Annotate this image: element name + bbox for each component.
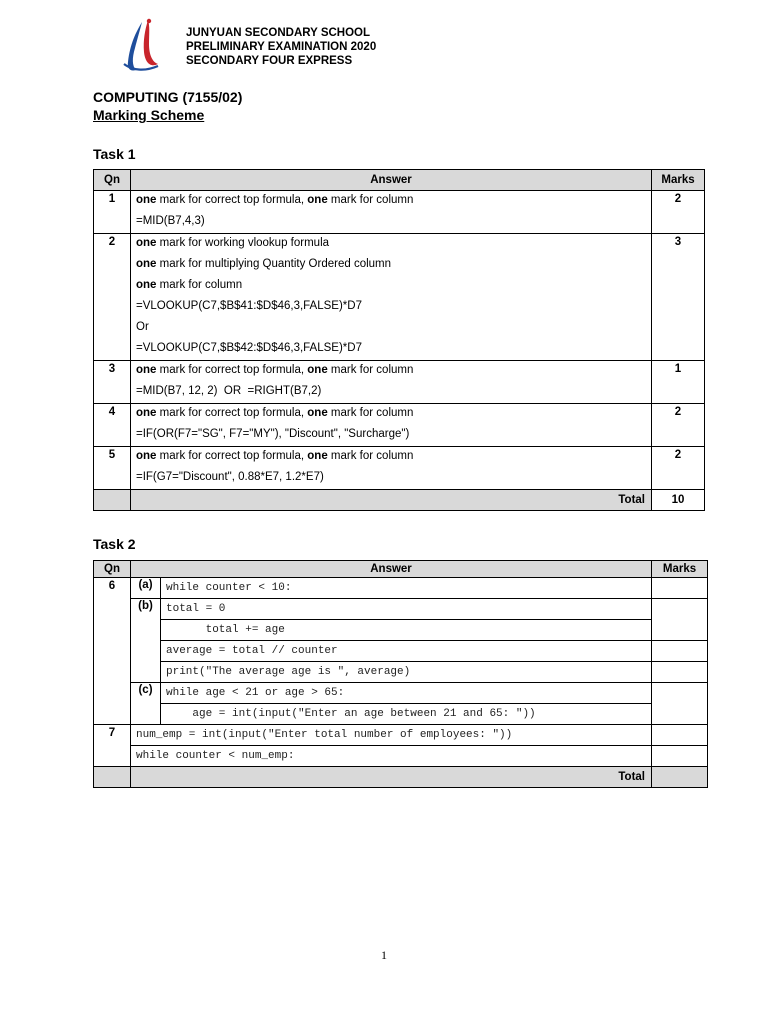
question-number: 2 [94, 234, 131, 361]
level-name: SECONDARY FOUR EXPRESS [186, 55, 353, 67]
answer-cell [131, 404, 652, 447]
task2-header-row [94, 561, 708, 578]
marks-value: 2 [652, 404, 705, 447]
code-line: while age < 21 or age > 65: [161, 683, 652, 704]
question-number: 6 [94, 578, 131, 725]
answer-text: mark for column [327, 407, 414, 419]
code-line: total = 0 [161, 599, 652, 620]
answer-text: =MID(B7, 12, 2) OR =RIGHT(B7,2) [136, 385, 322, 397]
code-line: average = total // counter [161, 641, 652, 662]
table-row [94, 447, 705, 490]
task2-table [93, 560, 708, 788]
bold-keyword: one [136, 364, 157, 376]
table-row [94, 641, 708, 662]
answer-line [136, 234, 651, 255]
table-row [94, 746, 708, 767]
col-qn-header: Qn [94, 170, 131, 191]
col-marks-header: Marks [652, 561, 708, 578]
marks-cell [652, 725, 708, 746]
answer-line [136, 468, 651, 489]
question-number: 7 [94, 725, 131, 767]
table-row [94, 234, 705, 361]
answer-text: mark for column [327, 194, 414, 206]
answer-text: Or [136, 321, 149, 333]
marks-cell [652, 746, 708, 767]
answer-text: mark for column [327, 364, 414, 376]
table-row [94, 620, 708, 641]
answer-line [136, 255, 651, 276]
answer-line [136, 212, 651, 233]
bold-keyword: one [136, 194, 157, 206]
bold-keyword: one [136, 407, 157, 419]
bold-keyword: one [307, 364, 328, 376]
answer-text: mark for correct top formula, [156, 364, 308, 376]
marks-value: 2 [652, 191, 705, 234]
answer-cell [131, 447, 652, 490]
answer-text: mark for correct top formula, [156, 407, 308, 419]
bold-keyword: one [307, 407, 328, 419]
answer-line [136, 318, 651, 339]
task2-heading: Task 2 [93, 536, 136, 552]
table-row [94, 725, 708, 746]
school-name: JUNYUAN SECONDARY SCHOOL [186, 27, 371, 39]
code-line: age = int(input("Enter an age between 21 and 65: ")) [161, 704, 652, 725]
table-row [94, 578, 708, 599]
total-label: Total [131, 767, 652, 788]
code-line: while counter < 10: [161, 578, 652, 599]
question-number: 3 [94, 361, 131, 404]
answer-text: mark for correct top formula, [156, 450, 308, 462]
bold-keyword: one [136, 258, 157, 270]
answer-line [136, 404, 651, 425]
answer-text: mark for correct top formula, [156, 194, 308, 206]
task1-header-row [94, 170, 705, 191]
answer-line [136, 339, 651, 360]
page-subtitle: Marking Scheme [93, 107, 205, 123]
answer-text: =IF(G7="Discount", 0.88*E7, 1.2*E7) [136, 471, 324, 483]
code-line: print("The average age is ", average) [161, 662, 652, 683]
exam-name: PRELIMINARY EXAMINATION 2020 [186, 41, 377, 53]
total-value: 10 [652, 490, 705, 511]
marks-cell [652, 578, 708, 599]
marks-cell [652, 641, 708, 662]
answer-line [136, 361, 651, 382]
marks-cell [652, 662, 708, 683]
bold-keyword: one [307, 450, 328, 462]
table-row [94, 361, 705, 404]
table-row [94, 662, 708, 683]
task1-table [93, 169, 705, 511]
bold-keyword: one [136, 450, 157, 462]
answer-text: =VLOOKUP(C7,$B$42:$D$46,3,FALSE)*D7 [136, 342, 362, 354]
answer-line [136, 447, 651, 468]
answer-text: =VLOOKUP(C7,$B$41:$D$46,3,FALSE)*D7 [136, 300, 362, 312]
code-line: total += age [161, 620, 652, 641]
total-value [652, 767, 708, 788]
question-number: 4 [94, 404, 131, 447]
answer-line [136, 382, 651, 403]
task1-heading: Task 1 [93, 146, 136, 162]
page-number: 1 [381, 948, 387, 962]
marks-value: 1 [652, 361, 705, 404]
answer-text: mark for multiplying Quantity Ordered column [156, 258, 392, 270]
marks-cell [652, 599, 708, 641]
answer-text: mark for column [156, 279, 243, 291]
question-number: 5 [94, 447, 131, 490]
marks-value: 2 [652, 447, 705, 490]
table-row [94, 191, 705, 234]
answer-text: mark for column [327, 450, 414, 462]
col-qn-header: Qn [94, 561, 131, 578]
total-row [94, 490, 705, 511]
total-spacer [94, 767, 131, 788]
table-row [94, 599, 708, 620]
total-spacer [94, 490, 131, 511]
part-label: (a) [131, 578, 161, 599]
part-label: (c) [131, 683, 161, 725]
bold-keyword: one [136, 237, 157, 249]
answer-line [136, 276, 651, 297]
table-row [94, 683, 708, 704]
question-number: 1 [94, 191, 131, 234]
col-answer-header: Answer [131, 561, 652, 578]
table-row [94, 404, 705, 447]
marks-value: 3 [652, 234, 705, 361]
col-answer-header: Answer [131, 170, 652, 191]
answer-cell [131, 361, 652, 404]
answer-line [136, 191, 651, 212]
bold-keyword: one [136, 279, 157, 291]
answer-text: =IF(OR(F7="SG", F7="MY"), "Discount", "Surcharge") [136, 428, 410, 440]
total-row [94, 767, 708, 788]
marks-cell [652, 683, 708, 725]
col-marks-header: Marks [652, 170, 705, 191]
total-label: Total [131, 490, 652, 511]
answer-text: =MID(B7,4,3) [136, 215, 205, 227]
table-row [94, 704, 708, 725]
school-header [186, 26, 376, 68]
code-line: while counter < num_emp: [131, 746, 652, 767]
answer-cell [131, 234, 652, 361]
code-line: num_emp = int(input("Enter total number of employees: ")) [131, 725, 652, 746]
bold-keyword: one [307, 194, 328, 206]
answer-text: mark for working vlookup formula [156, 237, 330, 249]
school-logo [118, 18, 164, 74]
part-label: (b) [131, 599, 161, 683]
page-title: COMPUTING (7155/02) [93, 89, 243, 105]
answer-line [136, 297, 651, 318]
answer-line [136, 425, 651, 446]
answer-cell [131, 191, 652, 234]
